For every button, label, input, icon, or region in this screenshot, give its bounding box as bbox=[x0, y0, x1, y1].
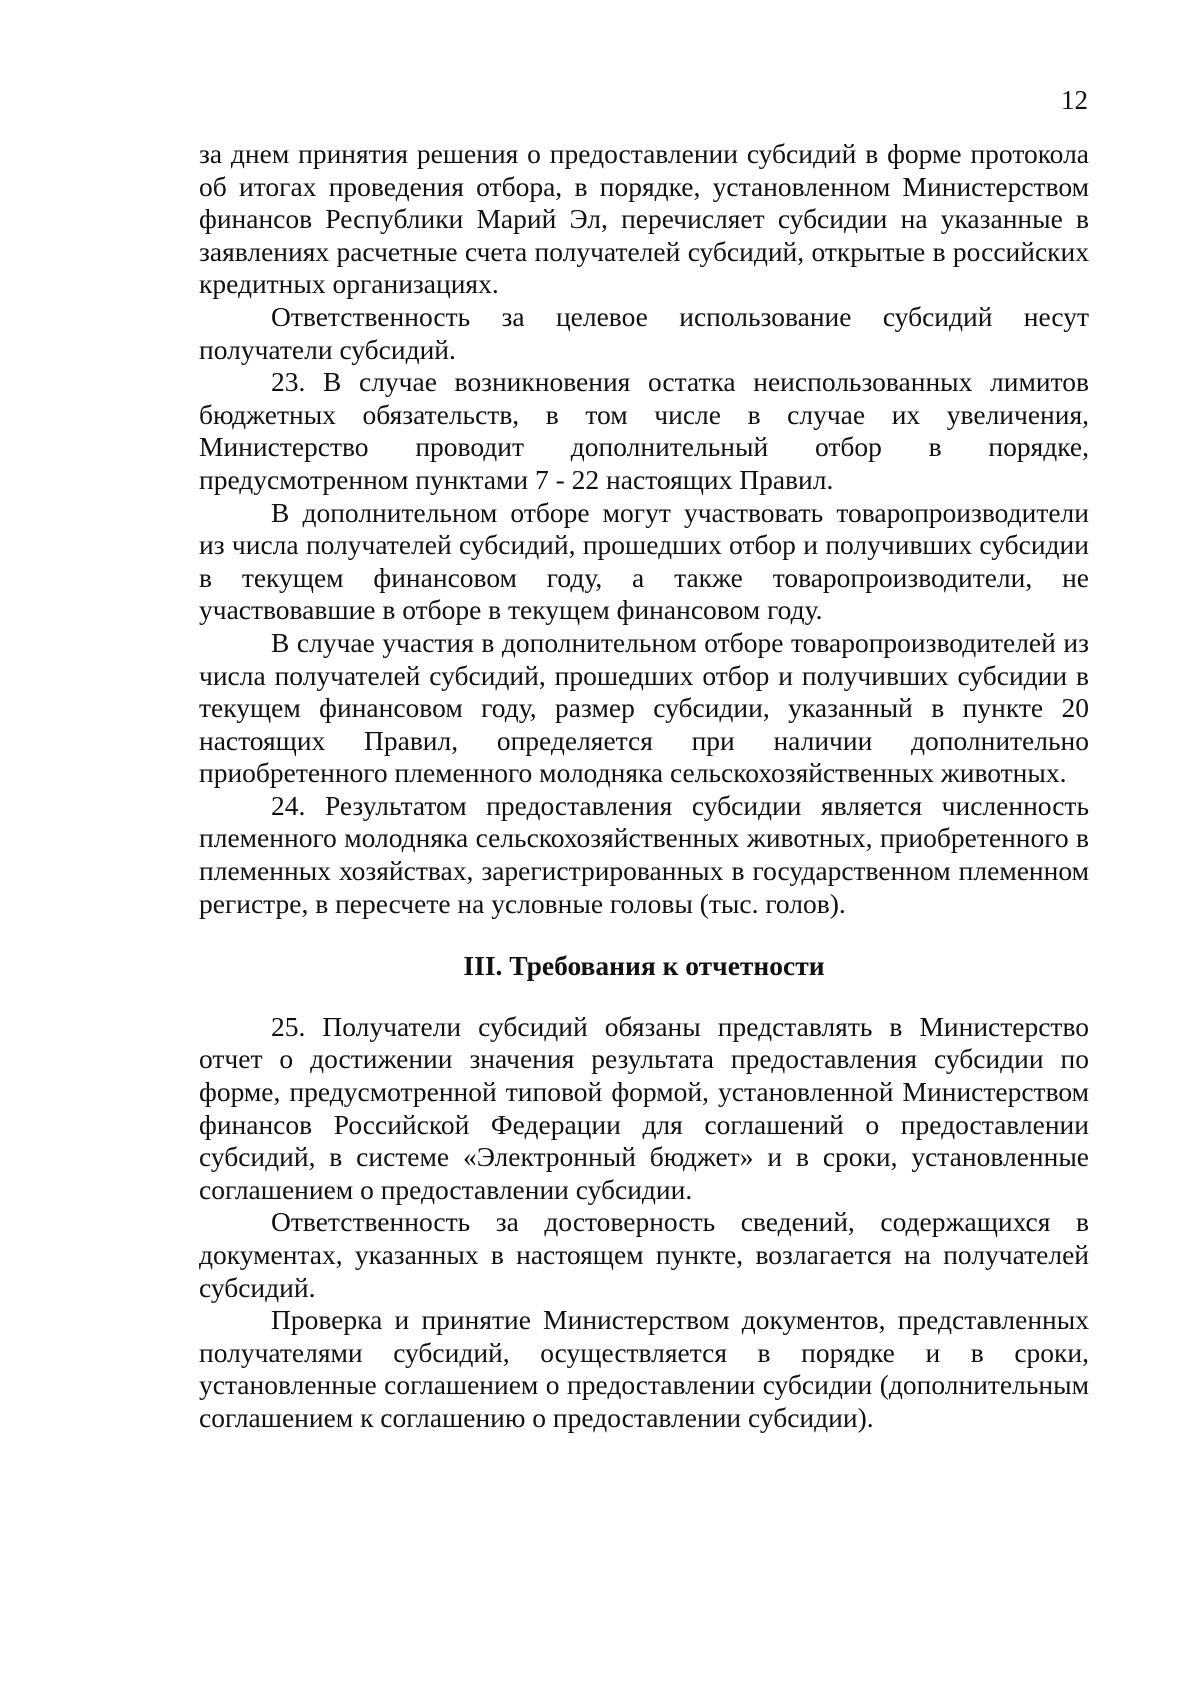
paragraph: В дополнительном отборе могут участвовать товаропроизводители из числа получателей субсидий, прошедших отбор и получивших субсидии в текущем финансовом году, а также товаропроизводители, не участвовавшие в отборе в текущем финансовом году. bbox=[199, 496, 1089, 626]
document-body bbox=[199, 138, 1089, 1435]
paragraph: за днем принятия решения о предоставлении субсидий в форме протокола об итогах проведения отбора, в порядке, установленном Министерством финансов Республики Марий Эл, перечисляет субсидии на указанные в заявлениях расчетные счета получателей субсидий, открытые в российских кредитных организациях. bbox=[199, 138, 1089, 300]
paragraph: В случае участия в дополнительном отборе товаропроизводителей из числа получателей субсидий, прошедших отбор и получивших субсидии в текущем финансовом году, размер субсидии, указанный в пункте 20 настоящих Правил, определяется при наличии дополнительно приобретенного племенного молодняка сельскохозяйственных животных. bbox=[199, 626, 1089, 789]
section-heading: III. Требования к отчетности bbox=[463, 950, 825, 982]
paragraph: 24. Результатом предоставления субсидии является численность племенного молодняка сельскохозяйственных животных, приобретенного в племенных хозяйствах, зарегистрированных в государственном племенном регистре, в пересчете на условные головы (тыс. голов). bbox=[199, 789, 1089, 919]
paragraphs-before-heading bbox=[199, 138, 1089, 920]
paragraph: 25. Получатели субсидий обязаны представлять в Министерство отчет о достижении значения результата предоставления субсидии по форме, предусмотренной типовой формой, установленной Министерством финансов Российской Федерации для соглашений о предоставлении субсидий, в системе «Электронный бюджет» и в сроки, установленные соглашением о предоставлении субсидии. bbox=[199, 1010, 1089, 1205]
paragraph: Ответственность за достоверность сведений, содержащихся в документах, указанных в настоящем пункте, возлагается на получателей субсидий. bbox=[199, 1206, 1089, 1303]
paragraphs-after-heading bbox=[199, 1011, 1089, 1435]
paragraph: Ответственность за целевое использование субсидий несут получатели субсидий. bbox=[199, 300, 1089, 365]
paragraph: 23. В случае возникновения остатка неиспользованных лимитов бюджетных обязательств, в том числе в случае их увеличения, Министерство проводит дополнительный отбор в порядке, предусмотренном пунктами 7 - 22 настоящих Правил. bbox=[199, 366, 1089, 495]
page-number: 12 bbox=[1061, 85, 1088, 115]
paragraph: Проверка и принятие Министерством документов, представленных получателями субсидий, осуществляется в порядке и в сроки, установленные соглашением о предоставлении субсидии (дополнительным соглашением к соглашению о предоставлении субсидии). bbox=[199, 1304, 1089, 1433]
